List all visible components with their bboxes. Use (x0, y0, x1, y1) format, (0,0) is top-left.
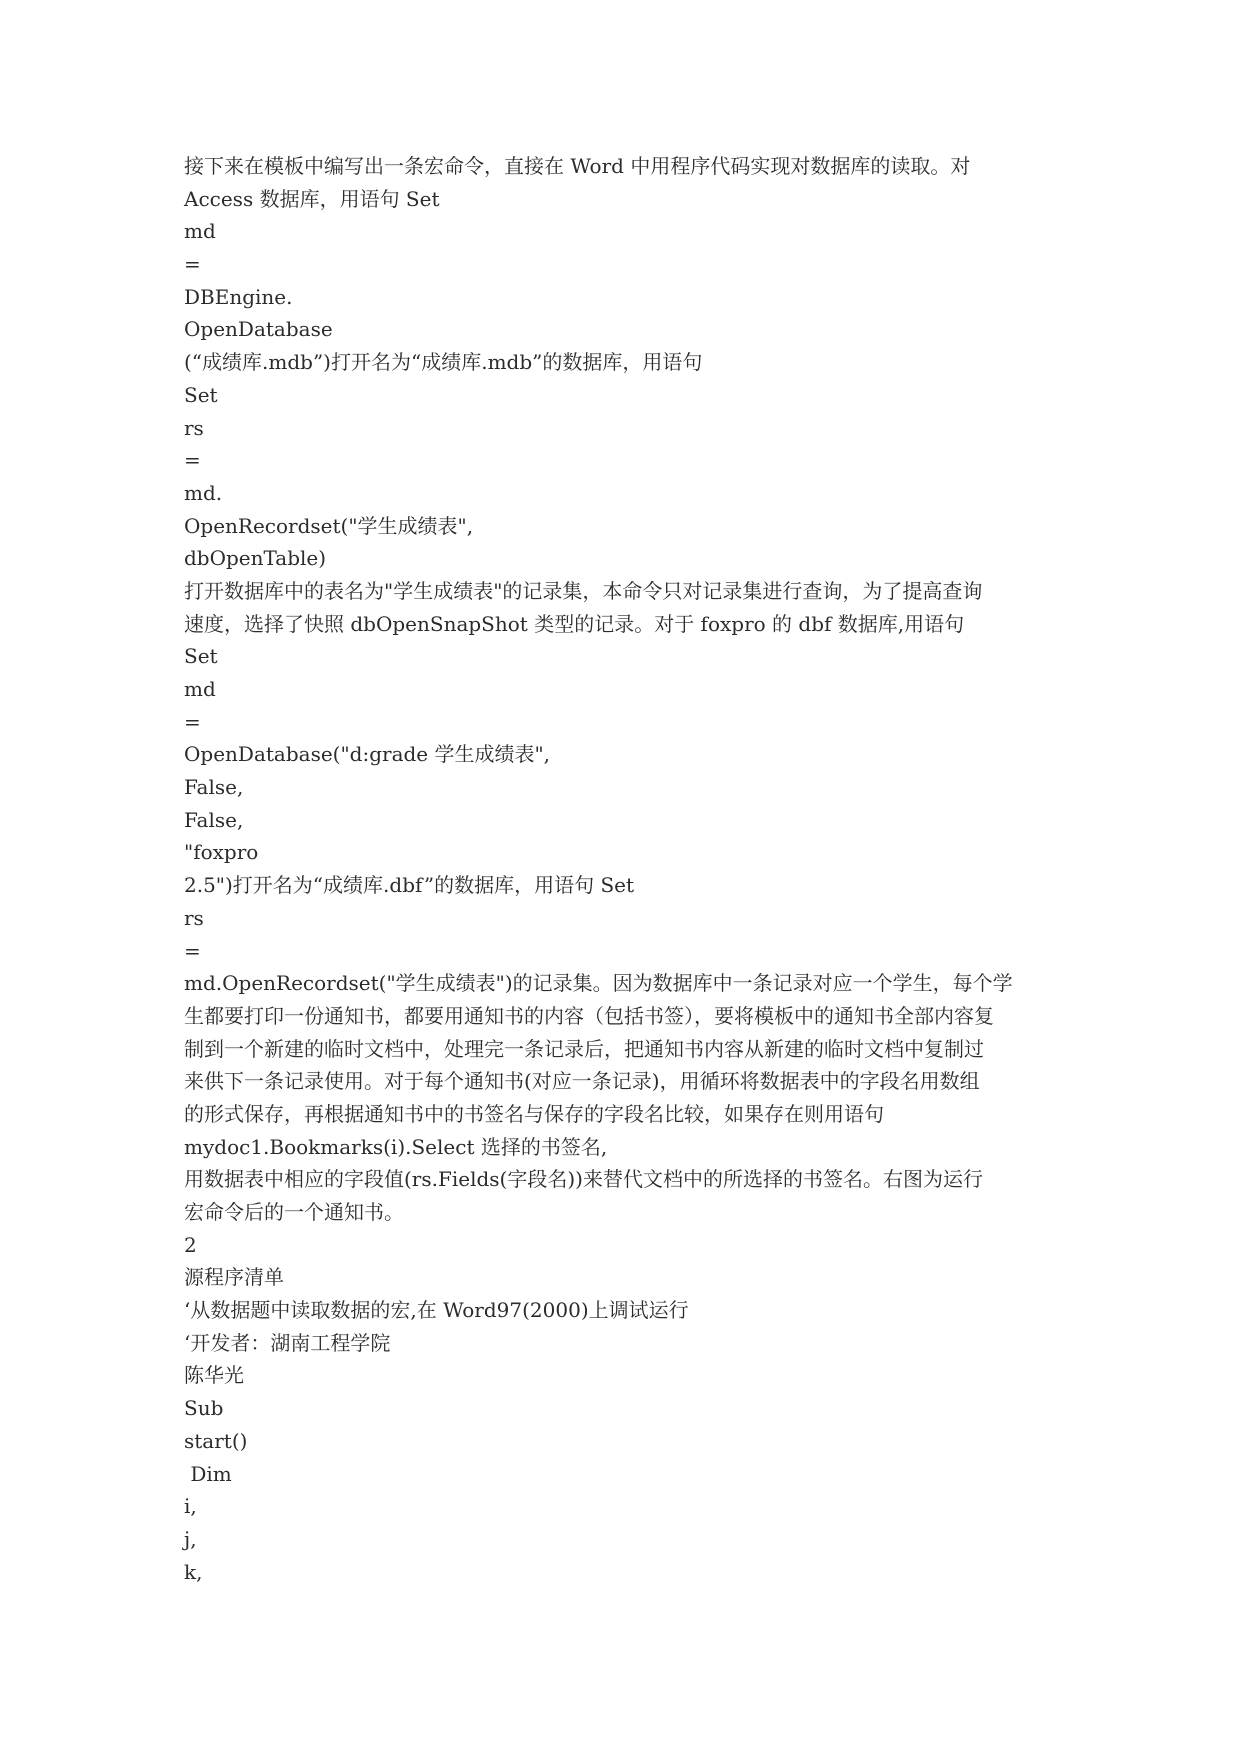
text-line: rs (184, 905, 204, 930)
text-line: DBEngine. (184, 284, 293, 309)
text-line: False, (184, 775, 244, 800)
code-line: i, (184, 1494, 197, 1519)
document-body (184, 150, 1064, 1588)
text-line: md. (184, 480, 223, 505)
text-line: 宏命令后的一个通知书。 (184, 1200, 404, 1224)
section-heading: 源程序清单 (184, 1265, 284, 1290)
text-line: OpenDatabase("d:grade 学生成绩表", (184, 742, 551, 767)
text-line: = (184, 709, 201, 734)
text-line: 制到一个新建的临时文档中，处理完一条记录后，把通知书内容从新建的临时文档中复制过 (184, 1036, 984, 1061)
text-line: = (184, 252, 201, 277)
code-line: Sub (184, 1396, 224, 1421)
text-line: 来供下一条记录使用。对于每个通知书(对应一条记录)，用循环将数据表中的字段名用数组 (184, 1069, 980, 1094)
text-line: md (184, 677, 216, 701)
code-comment-line: ‘从数据题中读取数据的宏,在 Word97(2000)上调试运行 (184, 1298, 689, 1323)
text-line: OpenDatabase (184, 317, 333, 342)
code-line: start() (184, 1428, 248, 1453)
text-line: 陈华光 (184, 1363, 244, 1388)
text-line: 打开数据库中的表名为"学生成绩表"的记录集，本命令只对记录集进行查询，为了提高查询 (184, 578, 983, 603)
text-line: dbOpenTable) (184, 546, 327, 571)
text-line: False, (184, 807, 244, 832)
code-line: k, (184, 1559, 203, 1584)
text-line: mydoc1.Bookmarks(i).Select 选择的书签名, (184, 1134, 608, 1159)
text-line: md.OpenRecordset("学生成绩表")的记录集。因为数据库中一条记录对应一个学生，每个学 (184, 971, 1013, 996)
text-line: 接下来在模板中编写出一条宏命令，直接在 Word 中用程序代码实现对数据库的读取。对 (184, 154, 971, 178)
text-line: 用数据表中相应的字段值(rs.Fields(字段名))来替代文档中的所选择的书签名。右图为运行 (184, 1167, 983, 1192)
code-line: Dim (184, 1461, 232, 1486)
text-line: "foxpro (184, 840, 259, 865)
text-line: OpenRecordset("学生成绩表", (184, 513, 474, 538)
text-line: md (184, 219, 216, 244)
text-line: = (184, 938, 201, 963)
code-line: j, (184, 1526, 197, 1551)
text-line: 的形式保存，再根据通知书中的书签名与保存的字段名比较，如果存在则用语句 (184, 1101, 884, 1126)
text-line: 2.5")打开名为“成绩库.dbf”的数据库，用语句 Set (184, 873, 635, 898)
text-line: = (184, 448, 201, 473)
text-line: Access 数据库，用语句 Set (184, 186, 440, 211)
text-line: Set (184, 382, 218, 407)
text-line: 生都要打印一份通知书，都要用通知书的内容（包括书签），要将模板中的通知书全部内容复 (184, 1003, 994, 1028)
text-line: 速度，选择了快照 dbOpenSnapShot 类型的记录。对于 foxpro 的 dbf 数据库,用语句 (184, 611, 965, 636)
text-line: rs (184, 415, 204, 440)
code-comment-line: ‘开发者：湖南工程学院 (184, 1330, 391, 1355)
text-line: (“成绩库.mdb”)打开名为“成绩库.mdb”的数据库，用语句 (184, 350, 703, 375)
text-line: Set (184, 644, 218, 669)
section-number: 2 (184, 1232, 197, 1257)
